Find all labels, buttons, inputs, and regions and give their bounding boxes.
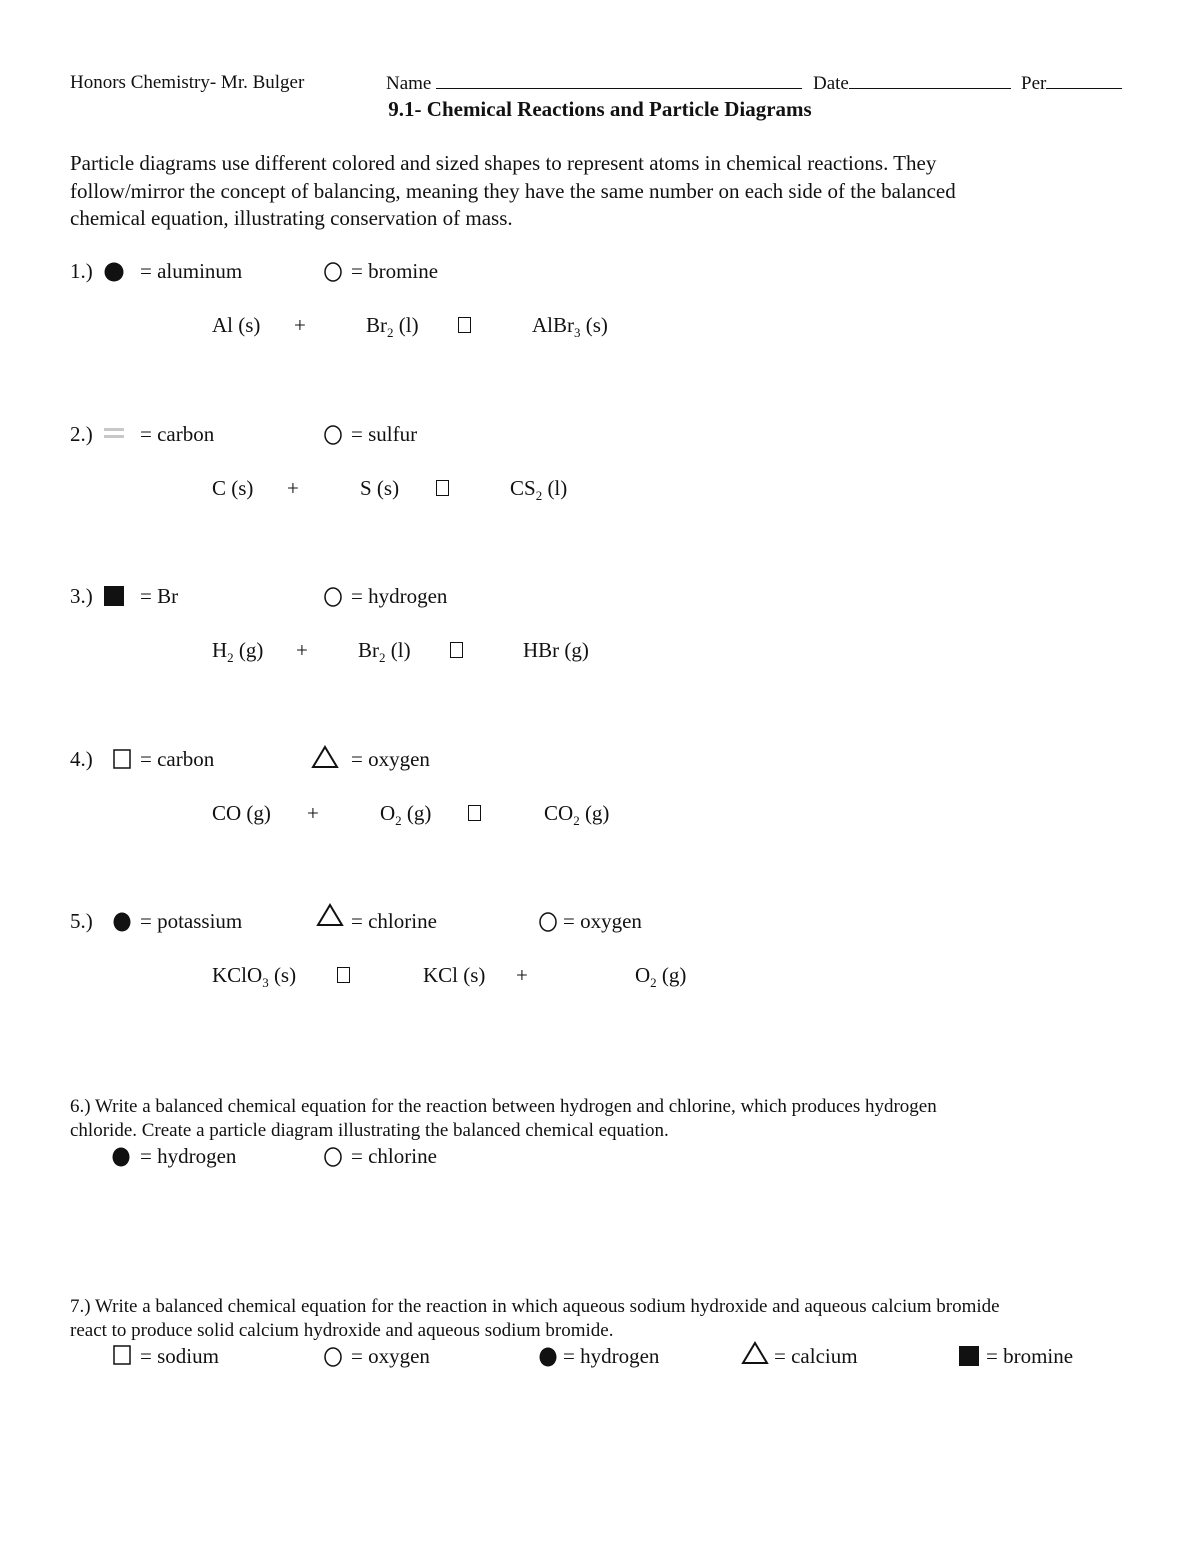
key-label: = chlorine (351, 909, 437, 933)
key-label: = potassium (140, 909, 243, 933)
name-field[interactable] (386, 72, 802, 95)
state: (g) (401, 801, 432, 825)
problem-5-number: 5.) (70, 909, 93, 933)
product: KCl (s) (423, 963, 486, 987)
key-label: = bromine (351, 259, 439, 283)
state: (l) (393, 313, 419, 337)
filled-square-icon (958, 1345, 980, 1367)
formula: CO (544, 801, 574, 825)
reactant (380, 801, 431, 829)
key-label: = calcium (774, 1344, 858, 1368)
open-circle-icon (323, 424, 343, 446)
date-blank[interactable] (849, 72, 1011, 89)
question-line: 6.) Write a balanced chemical equation for the reaction between hydrogen and chlorine, which produces hydrogen (70, 1096, 937, 1117)
filled-circle-icon (538, 1346, 558, 1368)
yield-arrow-box (450, 638, 463, 663)
reactant: Al (s) (212, 313, 261, 337)
open-circle-icon (323, 261, 343, 283)
open-square-icon (112, 748, 132, 770)
reactant: C (s) (212, 476, 254, 500)
question-line: chloride. Create a particle diagram illustrating the balanced chemical equation. (70, 1120, 669, 1141)
key-label: = hydrogen (351, 584, 448, 608)
yield-arrow-box (337, 963, 350, 988)
plus-sign: + (294, 313, 306, 337)
state: (g) (656, 963, 687, 987)
filled-circle-icon (111, 1146, 131, 1168)
product (510, 476, 567, 504)
intro-line: Particle diagrams use different colored and sized shapes to represent atoms in chemical reactions. They (70, 151, 937, 175)
question-7-text (70, 1295, 1000, 1343)
course-label: Honors Chemistry- Mr. Bulger (70, 72, 305, 93)
reactant (366, 313, 419, 341)
open-circle-icon (323, 1146, 343, 1168)
key-label: = Br (140, 584, 179, 608)
key-label: = carbon (140, 747, 215, 771)
key-label: = sulfur (351, 422, 418, 446)
key-label: = oxygen (351, 1344, 430, 1368)
formula: H (212, 638, 228, 662)
plus-sign: + (287, 476, 299, 500)
problem-2-number: 2.) (70, 422, 93, 446)
product (532, 313, 608, 341)
name-label: Name (386, 73, 432, 94)
reactant (358, 638, 411, 666)
product (544, 801, 609, 829)
subscript: 2 (535, 488, 543, 504)
question-6-text (70, 1095, 937, 1143)
state: (g) (579, 801, 610, 825)
key-label: = carbon (140, 422, 215, 446)
key-label: = oxygen (351, 747, 430, 771)
key-label: = hydrogen (140, 1144, 237, 1168)
yield-arrow-box (468, 801, 481, 826)
state: (s) (268, 963, 297, 987)
intro-line: follow/mirror the concept of balancing, meaning they have the same number on each side of the balanced (70, 178, 956, 203)
state: (l) (385, 638, 411, 662)
per-field[interactable] (1021, 72, 1122, 95)
product: HBr (g) (523, 638, 589, 662)
key-label: = chlorine (351, 1144, 437, 1168)
key-label: = hydrogen (563, 1344, 660, 1368)
state: (g) (233, 638, 264, 662)
problem-4-number: 4.) (70, 747, 93, 771)
subscript: 3 (574, 325, 581, 341)
reactant (212, 963, 296, 991)
open-circle-icon (323, 1346, 343, 1368)
per-blank[interactable] (1046, 72, 1122, 89)
subscript: 3 (262, 975, 269, 991)
open-circle-icon (323, 586, 343, 608)
problem-1-number: 1.) (70, 259, 93, 283)
plus-sign: + (516, 963, 528, 987)
per-label: Per (1021, 73, 1047, 94)
problem-3-number: 3.) (70, 584, 93, 608)
state: (s) (580, 313, 608, 337)
plus-sign: + (307, 801, 319, 825)
formula: KClO (212, 963, 263, 987)
intro-paragraph (70, 150, 956, 233)
key-label: = sodium (140, 1344, 219, 1368)
name-blank[interactable] (436, 72, 802, 89)
formula: CS (510, 476, 536, 500)
page-title: 9.1- Chemical Reactions and Particle Diagrams (388, 97, 812, 121)
subscript: 2 (650, 975, 657, 991)
reactant: CO (g) (212, 801, 271, 825)
filled-circle-icon (112, 911, 132, 933)
open-triangle-icon (311, 744, 339, 770)
gray-lines-icon (103, 425, 125, 443)
key-label: = oxygen (563, 909, 642, 933)
date-label: Date (813, 73, 849, 94)
open-circle-icon (538, 911, 558, 933)
formula: O (380, 801, 396, 825)
reactant (212, 638, 263, 666)
reactant: S (s) (360, 476, 400, 500)
subscript: 2 (227, 650, 234, 666)
filled-square-icon (103, 585, 125, 607)
formula: AlBr (532, 313, 574, 337)
state: (l) (542, 476, 568, 500)
formula: Br (366, 313, 387, 337)
intro-line: chemical equation, illustrating conservation of mass. (70, 206, 513, 230)
product (635, 963, 686, 991)
yield-arrow-box (436, 476, 449, 501)
formula: O (635, 963, 651, 987)
filled-circle-icon (103, 261, 125, 283)
question-line: react to produce solid calcium hydroxide and aqueous sodium bromide. (70, 1320, 614, 1341)
key-label: = aluminum (140, 259, 243, 283)
plus-sign: + (296, 638, 308, 662)
open-square-icon (112, 1344, 132, 1366)
subscript: 2 (573, 813, 580, 829)
key-label: = bromine (986, 1344, 1074, 1368)
subscript: 2 (379, 650, 386, 666)
subscript: 2 (387, 325, 394, 341)
yield-arrow-box (458, 313, 471, 338)
date-field[interactable] (813, 72, 1011, 95)
formula: Br (358, 638, 379, 662)
open-triangle-icon (741, 1340, 769, 1366)
subscript: 2 (395, 813, 402, 829)
question-line: 7.) Write a balanced chemical equation for the reaction in which aqueous sodium hydroxide and aqueous calcium bromide (70, 1296, 1000, 1317)
open-triangle-icon (316, 902, 344, 928)
